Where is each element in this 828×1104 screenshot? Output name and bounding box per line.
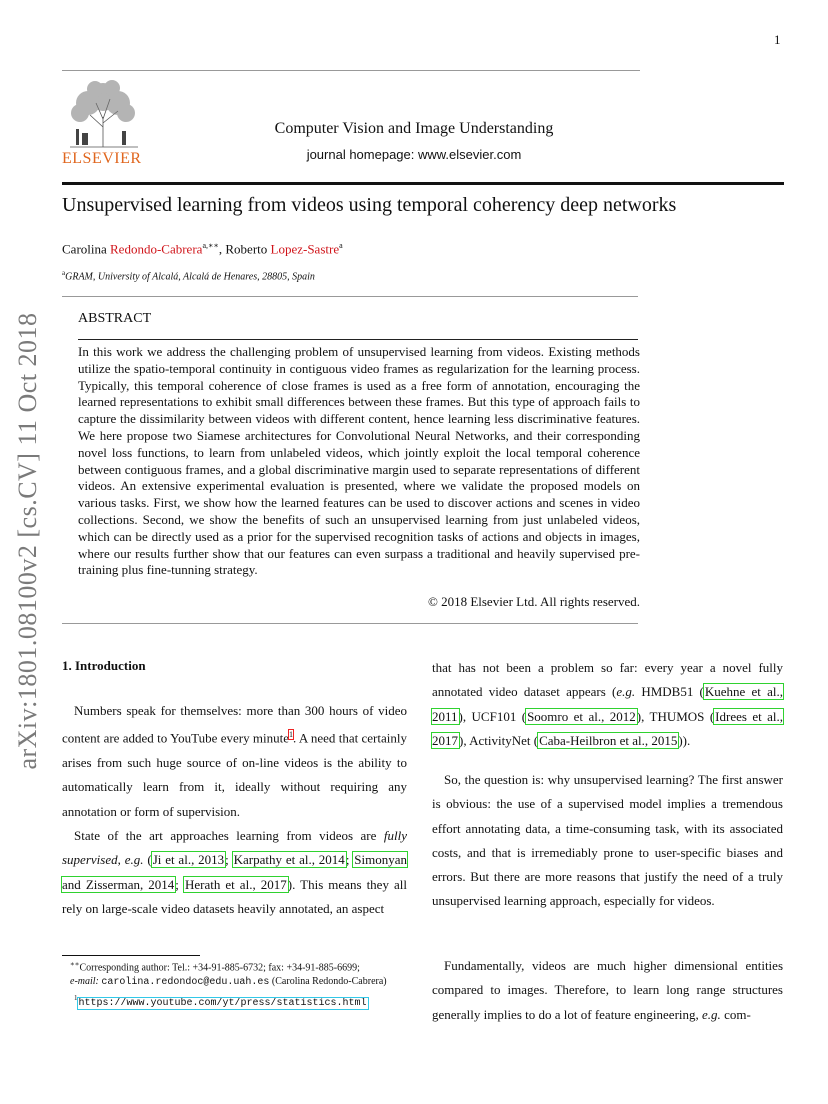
abstract-top-rule [62,296,638,297]
citation-link[interactable]: Ji et al., 2013 [152,852,225,868]
author-last-name[interactable]: Redondo-Cabrera [110,241,203,257]
paragraph-text: ; [225,852,233,868]
elsevier-tree-logo-icon [60,77,146,149]
arxiv-identifier: arXiv:1801.08100v2 [cs.CV] 11 Oct 2018 [13,312,42,770]
author-first-name: Roberto [225,241,271,257]
author-affiliation-mark: a [339,241,343,250]
footnote-mark: 1 [74,994,78,1003]
paragraph-text: )). [678,732,691,748]
author-list [62,241,343,257]
citation-link[interactable]: Soomro et al., 2012 [527,708,636,724]
corresponding-author-note [62,958,407,989]
emphasis-text: e.g. [124,852,144,868]
paragraph-text: ), UCF101 ( [458,708,527,724]
paragraph-text: Numbers speak for themselves: more than 300 hours of video content are added to YouTube every minute [62,703,407,746]
paper-title: Unsupervised learning from videos using temporal coherency deep networks [62,194,677,216]
citation-link[interactable]: Caba-Heilbron et al., 2015 [539,732,678,748]
intro-paragraph-1 [62,699,407,824]
paragraph-text: . A need that certainly arises from such huge source of on-line videos is the ability to automatically learn from it, ideally without requiring any annotation or form of supervision. [62,730,407,819]
paragraph-text: State of the art approaches learning from videos are [74,828,384,843]
paragraph-text: ), ActivityNet ( [459,732,539,748]
email-label: e-mail: [70,975,99,987]
arxiv-sidebar-stamp [8,294,48,788]
citation-link[interactable]: Karpathy et al., 2014 [233,852,345,868]
paragraph-text: HMDB51 ( [635,684,704,700]
author-first-name: Carolina [62,241,111,257]
citation-link[interactable]: Idrees et al., 2017 [432,708,784,748]
paragraph-text: com- [720,1006,751,1022]
paragraph-text: ), THUMOS ( [636,708,715,724]
journal-name: Computer Vision and Image Understanding [274,120,554,137]
section-heading: 1. Introduction [62,658,146,673]
paragraph-text: ; [175,876,184,892]
header-top-rule [62,70,640,71]
intro-paragraph-5 [432,954,783,1027]
email-link[interactable]: carolina.redondoc@edu.uah.es [101,976,270,988]
abstract-label: ABSTRACT [78,311,152,326]
paragraph-text: , [117,852,125,868]
header-thick-rule [62,182,784,185]
citation-link[interactable]: Kuehne et al., 2011 [432,684,783,724]
citation-link[interactable]: Herath et al., 2017 [184,876,287,892]
abstract-text: In this work we address the challenging problem of unsupervised learning from videos. Existing methods utilize the spatio-temporal continuity in contiguous video frames as regularization for the learning process. Typically, this temporal coherence of close frames is used as a free form of annotation, encouraging the learned representations to exhibit small differences between these frames. But this type of approach fails to capture the dissimilarity between videos with different content, hence learning less discriminative features. We here propose two Siamese architectures for Convolutional Neural Networks, and their corresponding novel loss functions, to learn from unlabeled videos, which jointly exploit the local temporal coherence between contiguous frames, and a global discriminative margin used to separate representations of different videos. An extensive experimental evaluation is presented, where we validate the proposed models on various tasks. First, we show how the learned features can be used to discover actions and scenes in video collections. Second, we show the benefits of such an unsupervised learning from just unlabeled videos, which can be directly used as a prior for the supervised recognition tasks of actions and objects in images, where our results further show that our features can even surpass a traditional and heavily supervised pre-training plus fine-tunning strategy. [78,344,640,578]
footnote-link[interactable]: 1 [289,730,294,740]
footnote-text: (Carolina Redondo-Cabrera) [269,975,387,987]
intro-paragraph-3 [432,656,783,753]
copyright-notice: © 2018 Elsevier Ltd. All rights reserved. [427,594,640,609]
abstract-bottom-rule [62,623,638,624]
affiliation-mark: a [62,269,66,277]
affiliation [62,269,315,282]
paragraph-text: ( [143,852,152,868]
footnote-mark: ∗∗ [70,960,80,968]
paragraph-text: Fundamentally, videos are much higher dimensional entities compared to images. Therefore, to learn long range structures generally implies to do a lot of feature engineering, [432,958,783,1022]
author-affiliation-mark: a,∗∗ [202,241,219,250]
paragraph-text: ; [345,852,354,868]
intro-paragraph-4: So, the question is: why unsupervised learning? The first answer is obvious: the use of a supervised model implies a tremendous effort annotating data, a time-consuming task, with its associated costs, and that is irremediably prone to user-specific biases and errors. But there are more reasons that justify the need of a truly unsupervised learning approach, especially for videos. [432,772,783,909]
journal-homepage: journal homepage: www.elsevier.com [306,147,522,162]
affiliation-text: GRAM, University of Alcalá, Alcalá de Henares, 28805, Spain [65,271,315,283]
emphasis-text: e.g. [702,1006,721,1022]
citation-link[interactable]: Simonyan and Zisserman, 2014 [62,852,408,892]
footnote-text: Corresponding author: Tel.: +34-91-885-6732; fax: +34-91-885-6699; [79,962,360,974]
footnotes [62,958,407,1010]
publisher-name: ELSEVIER [62,150,142,167]
paragraph-text: that has not been a problem so far: every year a novel fully annotated video dataset appears ( [432,660,783,700]
emphasis-text: fully supervised [62,828,407,868]
footnote-url-link[interactable]: https://www.youtube.com/yt/press/statistics.html [78,997,367,1009]
footnote-1 [62,992,407,1010]
footnote-rule [62,955,200,956]
author-last-name[interactable]: Lopez-Sastre [270,241,340,257]
emphasis-text: e.g. [616,684,636,700]
intro-paragraph-2 [62,824,407,921]
author-separator: , [218,241,226,257]
abstract-label-rule [78,339,638,340]
paragraph-text: ). This means they all rely on large-scale video datasets heavily annotated, an aspect [62,876,407,916]
page-number: 1 [774,32,781,47]
